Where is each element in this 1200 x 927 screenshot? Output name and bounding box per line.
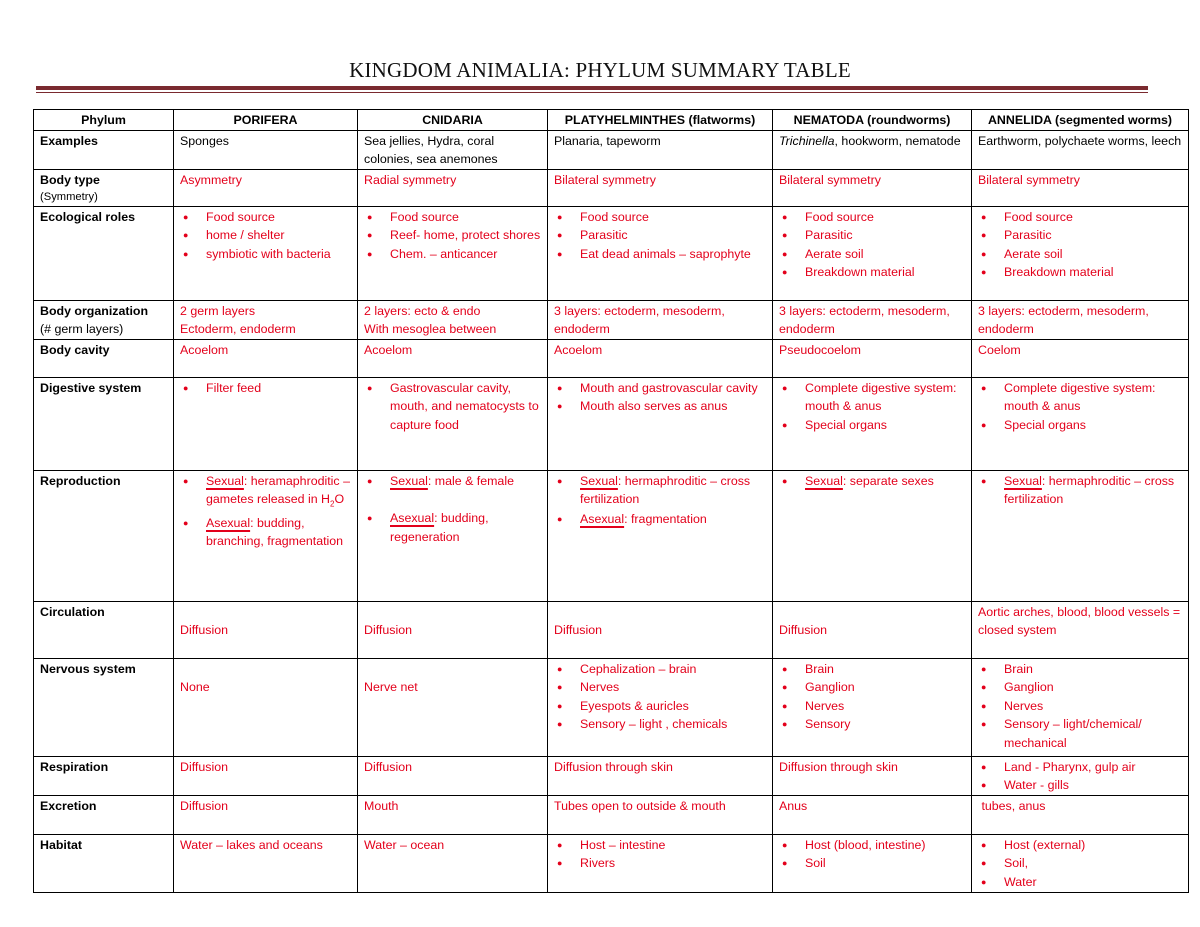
header-row	[34, 110, 1189, 131]
body-type-nematoda: Bilateral symmetry	[773, 169, 972, 206]
list-item: ● Breakdown material	[978, 263, 1182, 282]
row-reproduction	[34, 470, 1189, 601]
nervous-cnidaria: Nerve net	[358, 658, 548, 756]
asexual-term: Asexual	[580, 511, 625, 526]
list-item: ● Land - Pharynx, gulp air	[978, 758, 1182, 777]
list-item	[554, 472, 766, 509]
ecological-cnidaria	[358, 206, 548, 300]
list-item: ● Soil	[779, 854, 965, 873]
reproduction-cnidaria-asexual: : budding, regeneration	[390, 511, 489, 544]
list-item: ● Water	[978, 873, 1182, 892]
list-item: ● Food source	[554, 208, 766, 227]
body-type-platyhelminthes: Bilateral symmetry	[548, 169, 773, 206]
examples-nematoda	[773, 130, 972, 169]
list-item: ● Special organs	[779, 416, 965, 435]
ecological-nematoda	[773, 206, 972, 300]
row-examples	[34, 130, 1189, 169]
body-type-label: Body type	[40, 172, 100, 187]
row-label-circulation: Circulation	[34, 601, 174, 658]
list-item: ● Reef- home, protect shores	[364, 226, 541, 245]
excretion-porifera: Diffusion	[174, 795, 358, 834]
list-item: ● Parasitic	[779, 226, 965, 245]
body-organization-label: Body organization	[40, 303, 149, 318]
row-respiration	[34, 756, 1189, 795]
habitat-annelida	[972, 834, 1189, 892]
row-body-organization	[34, 300, 1189, 339]
circulation-cnidaria: Diffusion	[358, 601, 548, 658]
body-type-annelida: Bilateral symmetry	[972, 169, 1189, 206]
body-type-porifera: Asymmetry	[174, 169, 358, 206]
list-item	[364, 509, 541, 546]
header-porifera: PORIFERA	[174, 110, 358, 131]
list-item: ● Parasitic	[554, 226, 766, 245]
examples-porifera: Sponges	[174, 130, 358, 169]
nervous-nematoda	[773, 658, 972, 756]
row-label-body-organization	[34, 300, 174, 339]
reproduction-annelida-sexual: : hermaphroditic – cross fertilization	[1004, 473, 1175, 506]
row-label-examples: Examples	[34, 130, 174, 169]
list-item: ● Host (external)	[978, 836, 1182, 855]
title-rule-thin	[36, 92, 1148, 93]
header-platyhelminthes: PLATYHELMINTHES (flatworms)	[548, 110, 773, 131]
excretion-platyhelminthes: Tubes open to outside & mouth	[548, 795, 773, 834]
list-item: ● Soil,	[978, 854, 1182, 873]
list-item: ● Food source	[779, 208, 965, 227]
list-item: ● Chem. – anticancer	[364, 245, 541, 264]
sexual-term: Sexual	[1004, 473, 1042, 488]
excretion-nematoda: Anus	[773, 795, 972, 834]
reproduction-cnidaria-sexual: : male & female	[427, 473, 514, 488]
sexual-term: Sexual	[206, 473, 244, 488]
row-label-ecological-roles: Ecological roles	[34, 206, 174, 300]
habitat-platyhelminthes	[548, 834, 773, 892]
digestive-annelida	[972, 377, 1189, 470]
examples-platyhelminthes: Planaria, tapeworm	[548, 130, 773, 169]
reproduction-porifera	[174, 470, 358, 601]
list-item: ● Breakdown material	[779, 263, 965, 282]
row-label-excretion: Excretion	[34, 795, 174, 834]
circulation-platyhelminthes: Diffusion	[548, 601, 773, 658]
cavity-platyhelminthes: Acoelom	[548, 339, 773, 377]
list-item	[978, 472, 1182, 509]
list-item: ● Filter feed	[180, 379, 351, 398]
list-item: ● Complete digestive system: mouth & anus	[779, 379, 965, 416]
list-item: ● Aerate soil	[978, 245, 1182, 264]
list-item: ● Cephalization – brain	[554, 660, 766, 679]
list-item: ● Brain	[978, 660, 1182, 679]
reproduction-platyhelminthes	[548, 470, 773, 601]
examples-nematoda-genus: Trichinella	[779, 133, 835, 148]
organization-annelida: 3 layers: ectoderm, mesoderm, endoderm	[972, 300, 1189, 339]
list-item: ● Complete digestive system: mouth & anus	[978, 379, 1182, 416]
row-habitat	[34, 834, 1189, 892]
list-item: ● Water - gills	[978, 776, 1182, 795]
list-item: ● Host (blood, intestine)	[779, 836, 965, 855]
respiration-platyhelminthes: Diffusion through skin	[548, 756, 773, 795]
reproduction-nematoda-sexual: : separate sexes	[842, 473, 934, 488]
respiration-cnidaria: Diffusion	[358, 756, 548, 795]
header-phylum: Phylum	[34, 110, 174, 131]
reproduction-porifera-sexual: : heramaphroditic – gametes released in H	[206, 473, 350, 506]
reproduction-porifera-sexual-end: O	[334, 492, 345, 506]
nervous-annelida	[972, 658, 1189, 756]
organization-porifera-line1: 2 germ layers	[180, 303, 256, 318]
row-digestive-system	[34, 377, 1189, 470]
organization-porifera-line2: Ectoderm, endoderm	[180, 322, 296, 336]
list-item: ● Aerate soil	[779, 245, 965, 264]
title-rule-thick	[36, 86, 1148, 90]
list-item: ● Eat dead animals – saprophyte	[554, 245, 766, 264]
row-ecological-roles	[34, 206, 1189, 300]
header-nematoda: NEMATODA (roundworms)	[773, 110, 972, 131]
list-item: ● Eyespots & auricles	[554, 697, 766, 716]
ecological-annelida	[972, 206, 1189, 300]
phylum-summary-table	[33, 109, 1189, 893]
examples-cnidaria: Sea jellies, Hydra, coral colonies, sea anemones	[358, 130, 548, 169]
list-item: ● Sensory – light , chemicals	[554, 715, 766, 734]
cavity-annelida: Coelom	[972, 339, 1189, 377]
examples-nematoda-rest: , hookworm, nematode	[834, 133, 961, 148]
examples-annelida: Earthworm, polychaete worms, leech	[972, 130, 1189, 169]
list-item	[180, 472, 351, 514]
list-item: ● Parasitic	[978, 226, 1182, 245]
list-item: ● Food source	[978, 208, 1182, 227]
list-item: ● Brain	[779, 660, 965, 679]
habitat-nematoda	[773, 834, 972, 892]
cavity-porifera: Acoelom	[174, 339, 358, 377]
excretion-annelida: tubes, anus	[972, 795, 1189, 834]
digestive-cnidaria	[358, 377, 548, 470]
habitat-cnidaria: Water – ocean	[358, 834, 548, 892]
row-label-body-type	[34, 169, 174, 206]
organization-nematoda: 3 layers: ectoderm, mesoderm, endoderm	[773, 300, 972, 339]
sexual-term: Sexual	[390, 473, 428, 488]
body-organization-sublabel: (# germ layers)	[40, 322, 124, 336]
list-item: ● Ganglion	[978, 678, 1182, 697]
excretion-cnidaria: Mouth	[358, 795, 548, 834]
reproduction-annelida	[972, 470, 1189, 601]
organization-cnidaria-line1: 2 layers: ecto & endo	[364, 303, 481, 318]
list-item: ● Nerves	[779, 697, 965, 716]
list-item	[779, 472, 965, 491]
list-item: ● Nerves	[978, 697, 1182, 716]
row-label-habitat: Habitat	[34, 834, 174, 892]
list-item: ● Sensory – light/chemical/ mechanical	[978, 715, 1182, 752]
asexual-term: Asexual	[390, 511, 435, 525]
row-excretion	[34, 795, 1189, 834]
list-item: ● Mouth also serves as anus	[554, 397, 766, 416]
list-item: ● Nerves	[554, 678, 766, 697]
nervous-platyhelminthes	[548, 658, 773, 756]
reproduction-porifera-asexual: : budding, branching, fragmentation	[206, 515, 344, 549]
list-item: ● Food source	[180, 208, 351, 227]
respiration-annelida	[972, 756, 1189, 795]
row-body-type	[34, 169, 1189, 206]
list-item: ● Mouth and gastrovascular cavity	[554, 379, 766, 398]
list-item	[554, 510, 766, 529]
reproduction-cnidaria	[358, 470, 548, 601]
organization-porifera	[174, 300, 358, 339]
circulation-nematoda: Diffusion	[773, 601, 972, 658]
asexual-term: Asexual	[206, 515, 251, 530]
sexual-term: Sexual	[580, 473, 618, 488]
respiration-nematoda: Diffusion through skin	[773, 756, 972, 795]
list-item: ● Host – intestine	[554, 836, 766, 855]
row-label-respiration: Respiration	[34, 756, 174, 795]
row-label-digestive-system: Digestive system	[34, 377, 174, 470]
reproduction-porifera-subscript: 2	[329, 499, 335, 509]
organization-cnidaria	[358, 300, 548, 339]
reproduction-platyhelminthes-sexual: : hermaphroditic – cross fertilization	[580, 473, 751, 506]
nervous-porifera: None	[174, 658, 358, 756]
list-item	[180, 514, 351, 551]
header-cnidaria: CNIDARIA	[358, 110, 548, 131]
list-item: ● Gastrovascular cavity, mouth, and nematocysts to capture food	[364, 379, 541, 435]
list-item: ● Special organs	[978, 416, 1182, 435]
list-item: ● Sensory	[779, 715, 965, 734]
row-label-reproduction: Reproduction	[34, 470, 174, 601]
respiration-porifera: Diffusion	[174, 756, 358, 795]
list-item: ● Food source	[364, 208, 541, 227]
row-body-cavity	[34, 339, 1189, 377]
list-item	[364, 472, 541, 491]
digestive-platyhelminthes	[548, 377, 773, 470]
body-type-cnidaria: Radial symmetry	[358, 169, 548, 206]
row-nervous-system	[34, 658, 1189, 756]
list-item: ● symbiotic with bacteria	[180, 245, 351, 264]
list-item: ● Ganglion	[779, 678, 965, 697]
circulation-porifera: Diffusion	[174, 601, 358, 658]
sexual-term: Sexual	[805, 473, 843, 488]
row-label-nervous-system: Nervous system	[34, 658, 174, 756]
body-type-sublabel: (Symmetry)	[40, 191, 98, 203]
organization-platyhelminthes: 3 layers: ectoderm, mesoderm, endoderm	[548, 300, 773, 339]
digestive-porifera	[174, 377, 358, 470]
list-item: ● home / shelter	[180, 226, 351, 245]
header-annelida: ANNELIDA (segmented worms)	[972, 110, 1189, 131]
row-circulation	[34, 601, 1189, 658]
cavity-cnidaria: Acoelom	[358, 339, 548, 377]
ecological-platyhelminthes	[548, 206, 773, 300]
ecological-porifera	[174, 206, 358, 300]
reproduction-nematoda	[773, 470, 972, 601]
list-item: ● Rivers	[554, 854, 766, 873]
cavity-nematoda: Pseudocoelom	[773, 339, 972, 377]
circulation-annelida: Aortic arches, blood, blood vessels = closed system	[972, 601, 1189, 658]
page-title: KINGDOM ANIMALIA: PHYLUM SUMMARY TABLE	[349, 58, 851, 82]
organization-cnidaria-line2: With mesoglea between	[364, 322, 497, 336]
digestive-nematoda	[773, 377, 972, 470]
row-label-body-cavity: Body cavity	[34, 339, 174, 377]
habitat-porifera: Water – lakes and oceans	[174, 834, 358, 892]
reproduction-platyhelminthes-asexual: : fragmentation	[624, 511, 707, 526]
